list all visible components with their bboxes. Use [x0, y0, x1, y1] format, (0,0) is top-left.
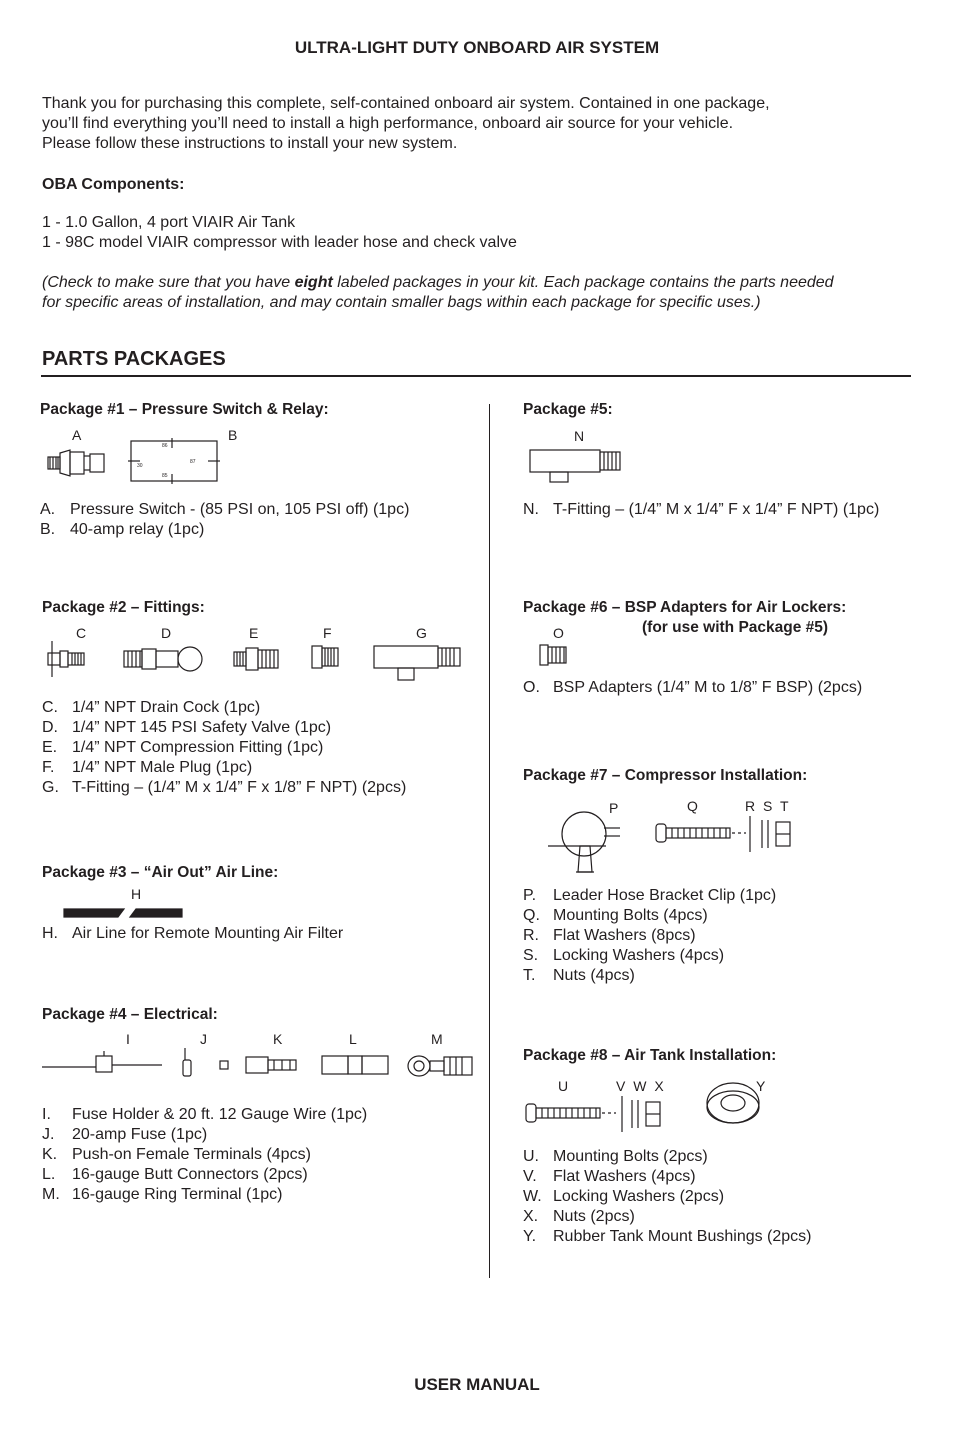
label-c: C — [76, 625, 87, 641]
parts-list-item: W. Locking Washers (2pcs) — [523, 1188, 725, 1205]
package-1-items — [40, 500, 409, 540]
label-y: Y — [756, 1078, 766, 1094]
parts-list-item: A. Pressure Switch - (85 PSI on, 105 PSI off) (1pc) — [40, 501, 410, 518]
intro-line: you’ll find everything you’ll need to install a high performance, onboard air source for your vehicle. — [42, 115, 734, 132]
parts-list-item: S. Locking Washers (4pcs) — [523, 947, 725, 964]
parts-list-item: M. 16-gauge Ring Terminal (1pc) — [42, 1186, 283, 1203]
label-n: N — [574, 428, 585, 444]
label-q: Q — [687, 798, 698, 814]
tank-hardware-illustration — [524, 1094, 664, 1136]
package-5-title: Package #5: — [523, 401, 613, 418]
label-l: L — [349, 1031, 357, 1047]
parts-list-item: G. T-Fitting – (1/4” M x 1/4” F x 1/8” F NPT) (2pcs) — [42, 779, 407, 796]
fuse-illustration — [180, 1046, 194, 1080]
kit-note-emphasis: eight — [294, 274, 333, 291]
label-u: U — [558, 1078, 569, 1094]
package-3-items — [42, 924, 343, 944]
hose-bracket-clip-illustration — [546, 802, 622, 878]
package-4-items — [42, 1105, 367, 1205]
safety-valve-illustration — [122, 642, 206, 676]
parts-list-item: U. Mounting Bolts (2pcs) — [523, 1148, 708, 1165]
butt-connector-illustration — [320, 1052, 392, 1078]
relay-pin-30: 30 — [137, 463, 143, 469]
bsp-adapter-illustration — [538, 642, 570, 668]
package-2-title: Package #2 – Fittings: — [42, 599, 205, 616]
package-5-items — [523, 500, 879, 520]
label-f: F — [323, 625, 332, 641]
label-m: M — [431, 1031, 443, 1047]
parts-list-item: D. 1/4” NPT 145 PSI Safety Valve (1pc) — [42, 719, 332, 736]
footer-title: USER MANUAL — [414, 1375, 540, 1394]
label-a: A — [72, 427, 82, 443]
package-6-title: Package #6 – BSP Adapters for Air Lockers: — [523, 599, 847, 616]
relay-illustration — [128, 438, 220, 484]
label-j: J — [200, 1031, 207, 1047]
parts-list-item: V. Flat Washers (4pcs) — [523, 1168, 696, 1185]
male-plug-illustration — [310, 642, 342, 672]
label-p: P — [609, 800, 619, 816]
components-list — [42, 213, 517, 253]
label-vwx: V W X — [616, 1078, 666, 1094]
parts-list-item: T. Nuts (4pcs) — [523, 967, 635, 984]
label-g: G — [416, 625, 427, 641]
package-8-title: Package #8 – Air Tank Installation: — [523, 1047, 777, 1064]
parts-list-item: X. Nuts (2pcs) — [523, 1208, 635, 1225]
relay-pin-86: 86 — [162, 443, 168, 449]
parts-list-item: F. 1/4” NPT Male Plug (1pc) — [42, 759, 253, 776]
column-divider — [489, 404, 490, 1278]
rubber-bushing-illustration — [704, 1080, 762, 1126]
package-7-title: Package #7 – Compressor Installation: — [523, 767, 808, 784]
package-1-title: Package #1 – Pressure Switch & Relay: — [40, 401, 329, 418]
parts-list-item: K. Push-on Female Terminals (4pcs) — [42, 1146, 311, 1163]
pressure-switch-illustration — [44, 444, 114, 484]
kit-note-after: labeled packages in your kit. Each package contains the parts needed — [332, 274, 834, 291]
parts-list-item: L. 16-gauge Butt Connectors (2pcs) — [42, 1166, 308, 1183]
fuse-holder-illustration — [42, 1048, 164, 1078]
section-divider — [41, 375, 911, 377]
parts-list-item: O. BSP Adapters (1/4” M to 1/8” F BSP) (2pcs) — [523, 679, 863, 696]
kit-note-line-2: for specific areas of installation, and may contain smaller bags within each package for specific uses.) — [42, 294, 761, 311]
package-7-items — [523, 886, 776, 986]
relay-pin-85: 85 — [162, 473, 168, 479]
intro-line: Please follow these instructions to install your new system. — [42, 135, 458, 152]
parts-list-item: J. 20-amp Fuse (1pc) — [42, 1126, 208, 1143]
package-4-title: Package #4 – Electrical: — [42, 1006, 218, 1023]
parts-list-item: I. Fuse Holder & 20 ft. 12 Gauge Wire (1pc) — [42, 1106, 368, 1123]
relay-pin-87: 87 — [190, 459, 196, 465]
component-item: 1 - 1.0 Gallon, 4 port VIAIR Air Tank — [42, 214, 296, 231]
label-o: O — [553, 625, 564, 641]
section-title: PARTS PACKAGES — [42, 348, 226, 370]
kit-note-before: (Check to make sure that you have — [42, 274, 295, 291]
package-3-title: Package #3 – “Air Out” Air Line: — [42, 864, 279, 881]
parts-list-item: Q. Mounting Bolts (4pcs) — [523, 907, 708, 924]
label-d: D — [161, 625, 172, 641]
package-6-subtitle: (for use with Package #5) — [642, 619, 829, 636]
female-terminal-illustration — [218, 1054, 300, 1076]
package-8-items — [523, 1147, 812, 1247]
label-rst: R S T — [745, 798, 791, 814]
label-i: I — [126, 1031, 130, 1047]
parts-list-item: E. 1/4” NPT Compression Fitting (1pc) — [42, 739, 324, 756]
intro-paragraph — [42, 94, 770, 154]
t-fitting-illustration — [372, 640, 464, 684]
parts-list-item: N. T-Fitting – (1/4” M x 1/4” F x 1/4” F NPT) (1pc) — [523, 501, 880, 518]
parts-list-item: B. 40-amp relay (1pc) — [40, 521, 205, 538]
ring-terminal-illustration — [406, 1052, 476, 1080]
components-heading: OBA Components: — [42, 176, 185, 193]
intro-line: Thank you for purchasing this complete, self-contained onboard air system. Contained in one package, — [42, 95, 770, 112]
parts-list-item: R. Flat Washers (8pcs) — [523, 927, 696, 944]
label-b: B — [228, 427, 238, 443]
parts-list-item: C. 1/4” NPT Drain Cock (1pc) — [42, 699, 261, 716]
document-title: ULTRA-LIGHT DUTY ONBOARD AIR SYSTEM — [294, 38, 660, 57]
drain-cock-illustration — [44, 637, 88, 681]
parts-list-item: P. Leader Hose Bracket Clip (1pc) — [523, 887, 777, 904]
package-6-items — [523, 678, 862, 698]
label-k: K — [273, 1031, 283, 1047]
component-item: 1 - 98C model VIAIR compressor with leader hose and check valve — [42, 234, 517, 251]
label-e: E — [249, 625, 259, 641]
label-h: H — [131, 886, 142, 902]
parts-list-item: Y. Rubber Tank Mount Bushings (2pcs) — [523, 1228, 812, 1245]
t-fitting-n-illustration — [528, 446, 624, 486]
kit-note-line-1 — [42, 273, 834, 293]
compressor-hardware-illustration — [654, 814, 794, 856]
kit-note — [42, 273, 834, 313]
air-line-illustration — [62, 907, 184, 919]
package-2-items — [42, 698, 406, 798]
parts-list-item: H. Air Line for Remote Mounting Air Filter — [42, 925, 344, 942]
compression-fitting-illustration — [232, 642, 282, 676]
